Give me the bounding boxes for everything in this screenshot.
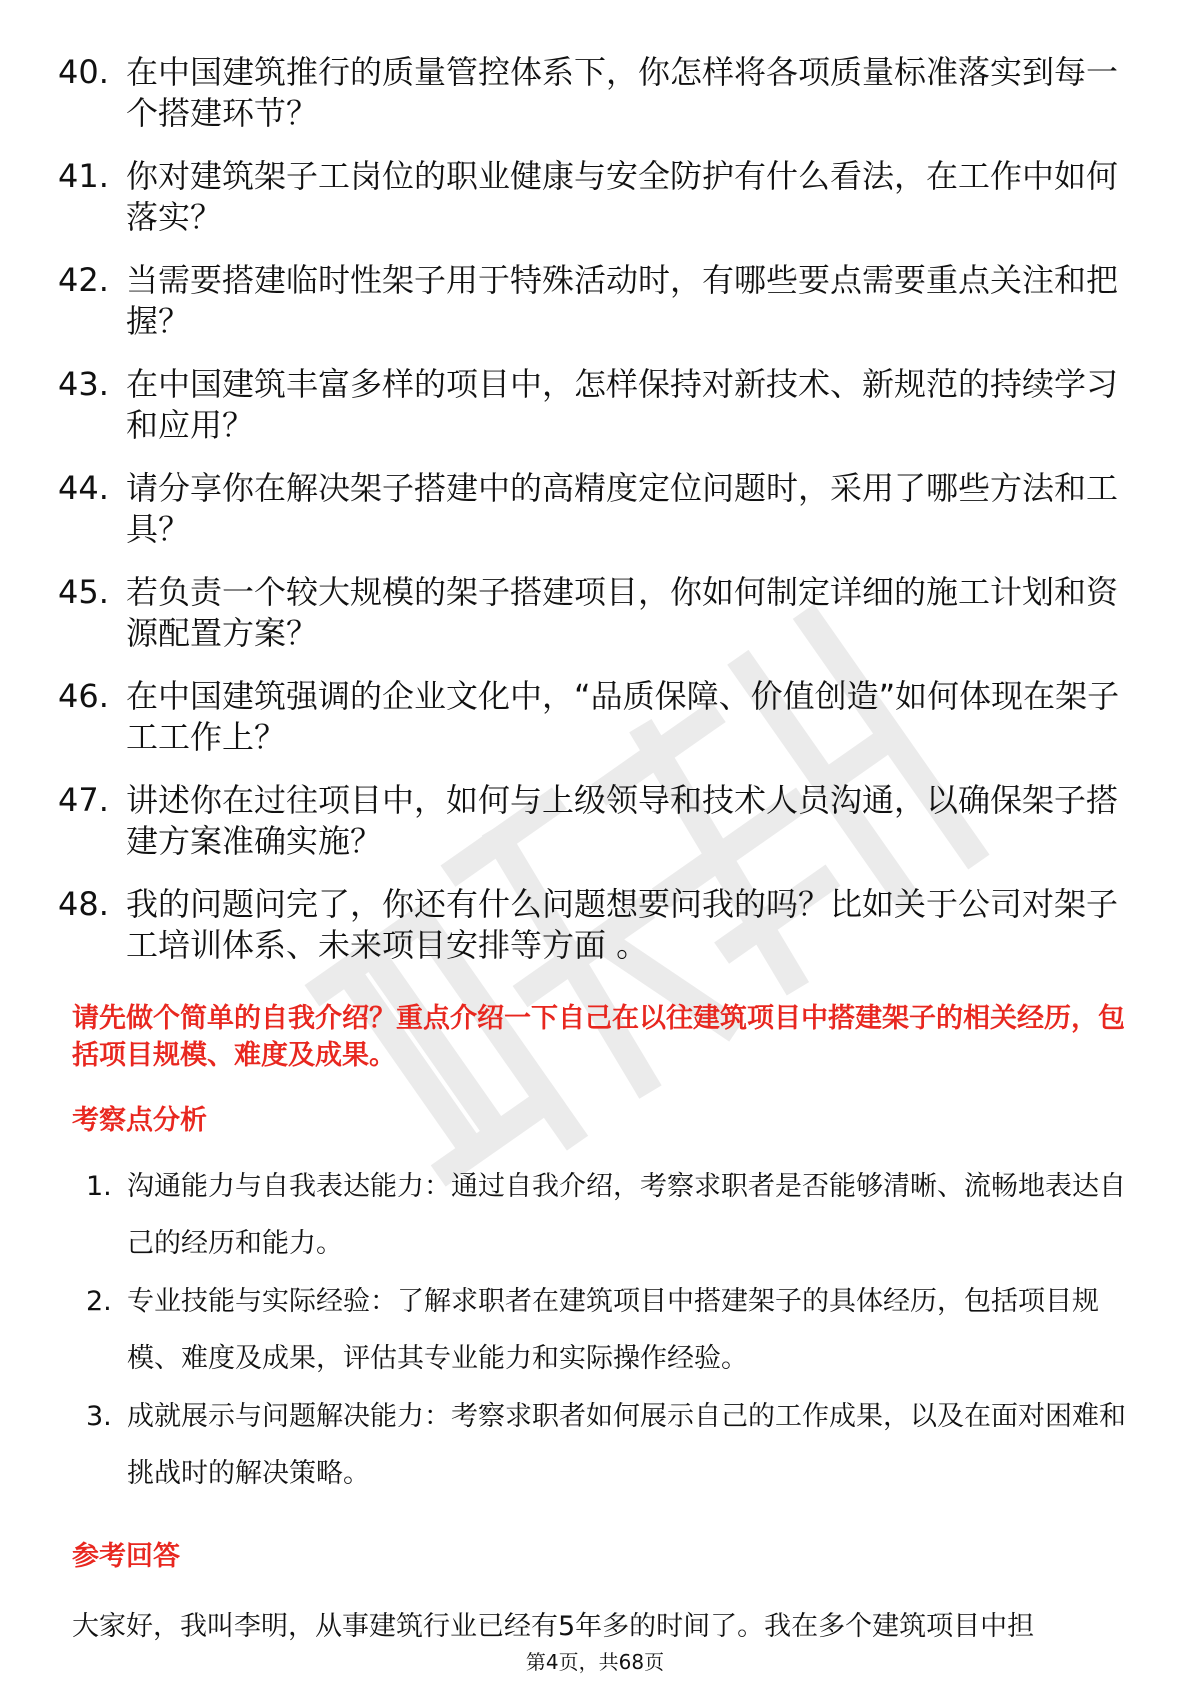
question-number: 46. — [58, 677, 109, 715]
question-text: 我的问题问完了，你还有什么问题想要问我的吗？比如关于公司对架子工培训体系、未来项目安排等方面 。 — [126, 885, 1119, 964]
question-item — [58, 780, 1128, 862]
point-text: 沟通能力与自我表达能力：通过自我介绍，考察求职者是否能够清晰、流畅地表达自己的经历和能力。 — [127, 1171, 1126, 1259]
question-number: 47. — [58, 781, 109, 819]
question-list — [58, 52, 1128, 988]
question-text: 你对建筑架子工岗位的职业健康与安全防护有什么看法，在工作中如何落实？ — [126, 157, 1119, 236]
question-item — [58, 364, 1128, 446]
question-number: 48. — [58, 885, 109, 923]
question-item — [58, 468, 1128, 550]
point-number: 1. — [86, 1171, 112, 1202]
question-number: 41. — [58, 157, 109, 195]
question-text: 若负责一个较大规模的架子搭建项目，你如何制定详细的施工计划和资源配置方案？ — [126, 573, 1119, 652]
question-item — [58, 676, 1128, 758]
question-item — [58, 884, 1128, 966]
question-item — [58, 156, 1128, 238]
question-item — [58, 572, 1128, 654]
page-footer: 第4页，共68页 — [504, 1646, 686, 1675]
question-text: 讲述你在过往项目中，如何与上级领导和技术人员沟通，以确保架子搭建方案准确实施？ — [126, 781, 1119, 860]
highlight-question: 请先做个简单的自我介绍？重点介绍一下自己在以往建筑项目中搭建架子的相关经历，包括项目规模、难度及成果。 — [72, 1003, 1125, 1071]
question-number: 42. — [58, 261, 109, 299]
analysis-point — [86, 1388, 1126, 1502]
question-number: 40. — [58, 53, 109, 91]
point-text: 成就展示与问题解决能力：考察求职者如何展示自己的工作成果，以及在面对困难和挑战时的解决策略。 — [127, 1401, 1126, 1489]
point-text: 专业技能与实际经验：了解求职者在建筑项目中搭建架子的具体经历，包括项目规模、难度及成果，评估其专业能力和实际操作经验。 — [127, 1286, 1099, 1374]
analysis-heading: 考察点分析 — [72, 1105, 207, 1136]
point-number: 2. — [86, 1286, 112, 1317]
question-text: 在中国建筑丰富多样的项目中，怎样保持对新技术、新规范的持续学习和应用？ — [126, 365, 1119, 444]
question-text: 当需要搭建临时性架子用于特殊活动时，有哪些要点需要重点关注和把握？ — [126, 261, 1119, 340]
point-number: 3. — [86, 1401, 112, 1432]
question-text: 请分享你在解决架子搭建中的高精度定位问题时，采用了哪些方法和工具？ — [126, 469, 1119, 548]
question-text: 在中国建筑推行的质量管控体系下，你怎样将各项质量标准落实到每一个搭建环节？ — [126, 53, 1119, 132]
question-number: 45. — [58, 573, 109, 611]
question-text: 在中国建筑强调的企业文化中，“品质保障、价值创造”如何体现在架子工工作上？ — [126, 677, 1120, 756]
answer-text: 大家好，我叫李明，从事建筑行业已经有5年多的时间了。我在多个建筑项目中担 — [72, 1611, 1035, 1642]
question-number: 44. — [58, 469, 109, 507]
analysis-point — [86, 1158, 1126, 1272]
question-item — [58, 260, 1128, 342]
answer-heading: 参考回答 — [72, 1541, 180, 1572]
question-item — [58, 52, 1128, 134]
question-number: 43. — [58, 365, 109, 403]
analysis-points — [86, 1158, 1126, 1503]
analysis-point — [86, 1273, 1126, 1387]
